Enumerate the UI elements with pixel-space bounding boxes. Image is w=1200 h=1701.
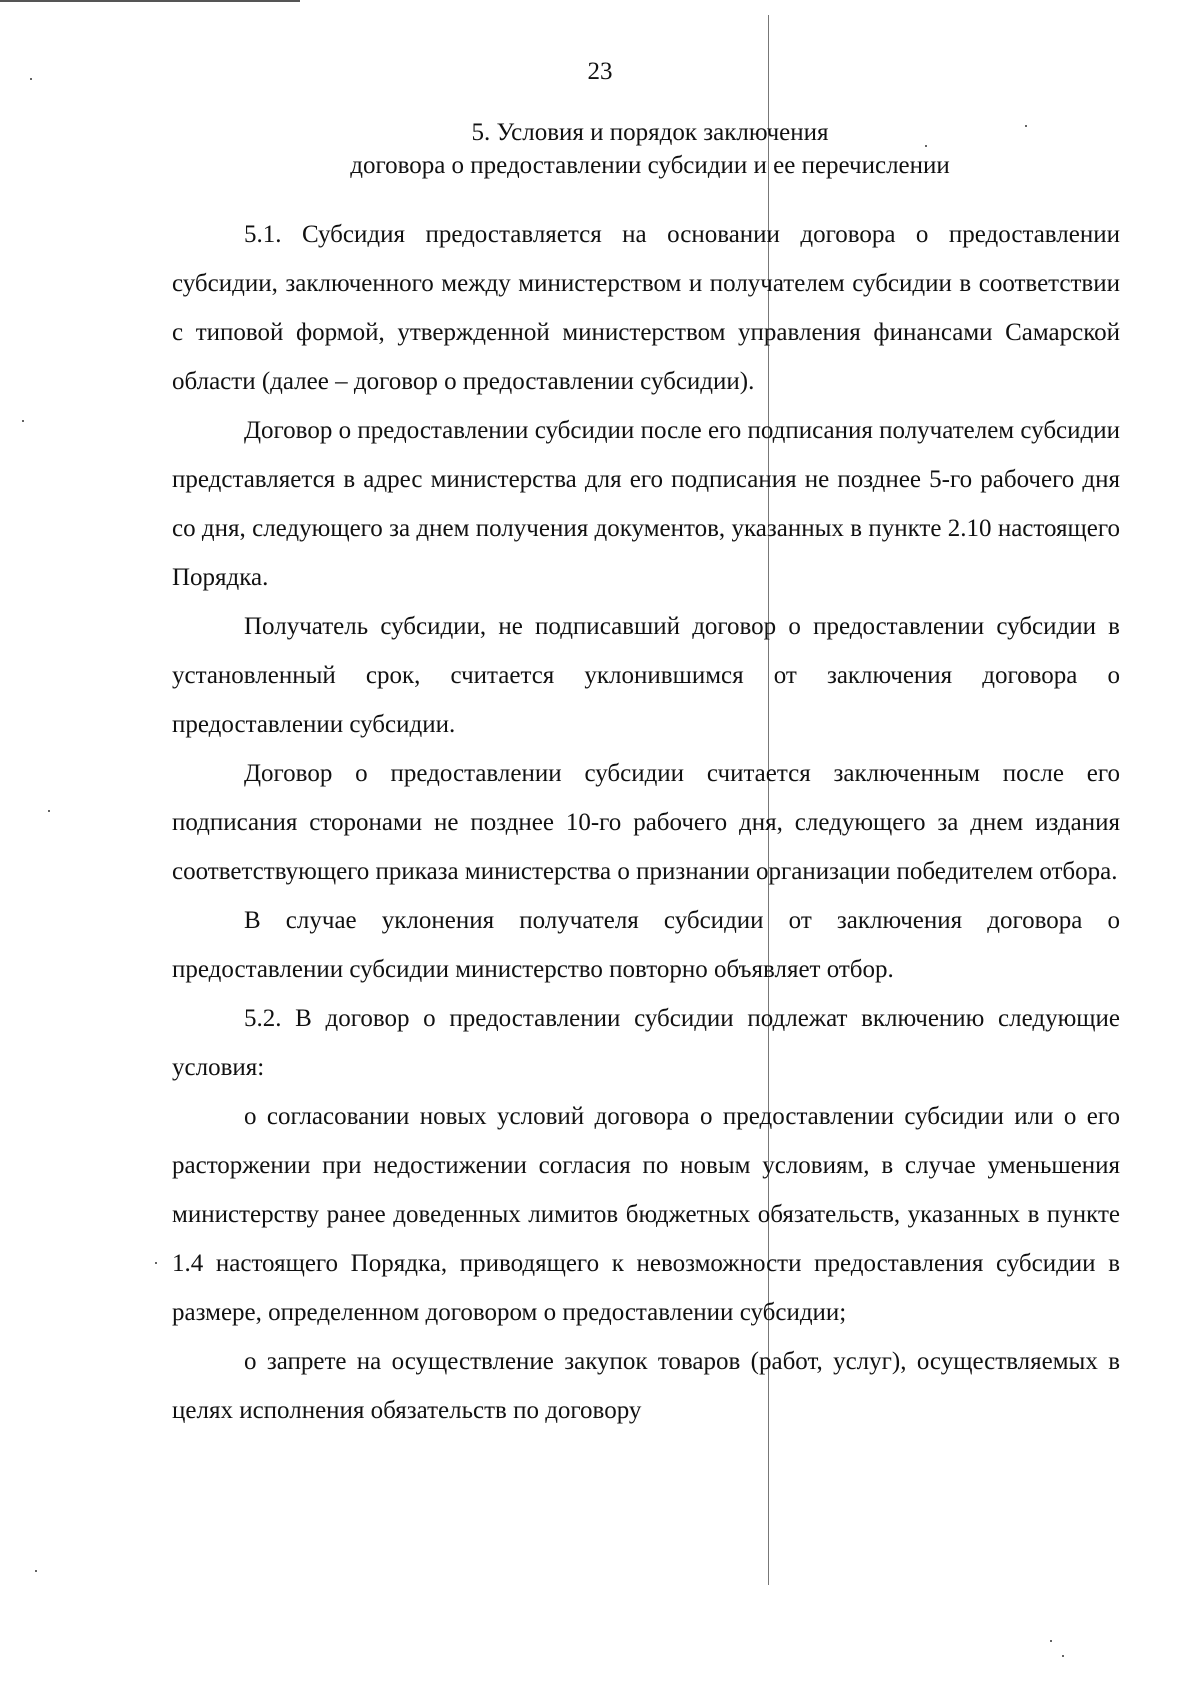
paragraph-concluded: Договор о предоставлении субсидии считается заключенным после его подписания сторонами не позднее 10-го рабочего дня, следующего за днем издания соответствующего приказа министерства о признании организации победителем отбора. (172, 760, 1120, 885)
section-title-line-2: договора о предоставлении субсидии и ее перечислении (350, 152, 950, 179)
scan-speck (48, 810, 50, 812)
scan-edge-line (0, 0, 300, 2)
paragraph-signing: Договор о предоставлении субсидии после его подписания получателем субсидии представляется в адрес министерства для его подписания не позднее 5-го рабочего дня со дня, следующего за днем получения документов, указанных в пункте 2.10 настоящего Порядка. (172, 417, 1120, 591)
page-number: 23 (587, 58, 613, 85)
scan-speck (1050, 1640, 1052, 1642)
scan-speck (1025, 125, 1027, 127)
scan-speck (155, 1262, 157, 1264)
scan-speck (35, 1570, 37, 1572)
paragraph-new-conditions: о согласовании новых условий договора о предоставлении субсидии или о его расторжении при недостижении согласия по новым условиям, в случае уменьшения министерству ранее доведенных лимитов бюджетных обязательств, указанных в пункте 1.4 настоящего Порядка, приводящего к невозможности предоставления субсидии в размере, определенном договором о предоставлении субсидии; (172, 1103, 1120, 1326)
scan-speck (1062, 1655, 1064, 1657)
scan-speck (925, 145, 927, 147)
paragraph-repeat-selection: В случае уклонения получателя субсидии от заключения договора о предоставлении субсидии министерство повторно объявляет отбор. (172, 907, 1120, 983)
scan-speck (22, 420, 24, 422)
paragraph-procurement-ban: о запрете на осуществление закупок товаров (работ, услуг), осуществляемых в целях исполнения обязательств по договору (172, 1348, 1120, 1424)
scan-speck (30, 78, 32, 80)
paragraph-evasion: Получатель субсидии, не подписавший договор о предоставлении субсидии в установленный срок, считается уклонившимся от заключения договора о предоставлении субсидии. (172, 613, 1120, 738)
paragraph-5-2: 5.2. В договор о предоставлении субсидии подлежат включению следующие условия: (172, 1005, 1120, 1081)
body-text (172, 210, 1120, 1435)
section-title-line-1: 5. Условия и порядок заключения (471, 119, 829, 146)
paragraph-5-1: 5.1. Субсидия предоставляется на основании договора о предоставлении субсидии, заключенного между министерством и получателем субсидии в соответствии с типовой формой, утвержденной министерством управления финансами Самарской области (далее – договор о предоставлении субсидии). (172, 221, 1120, 395)
